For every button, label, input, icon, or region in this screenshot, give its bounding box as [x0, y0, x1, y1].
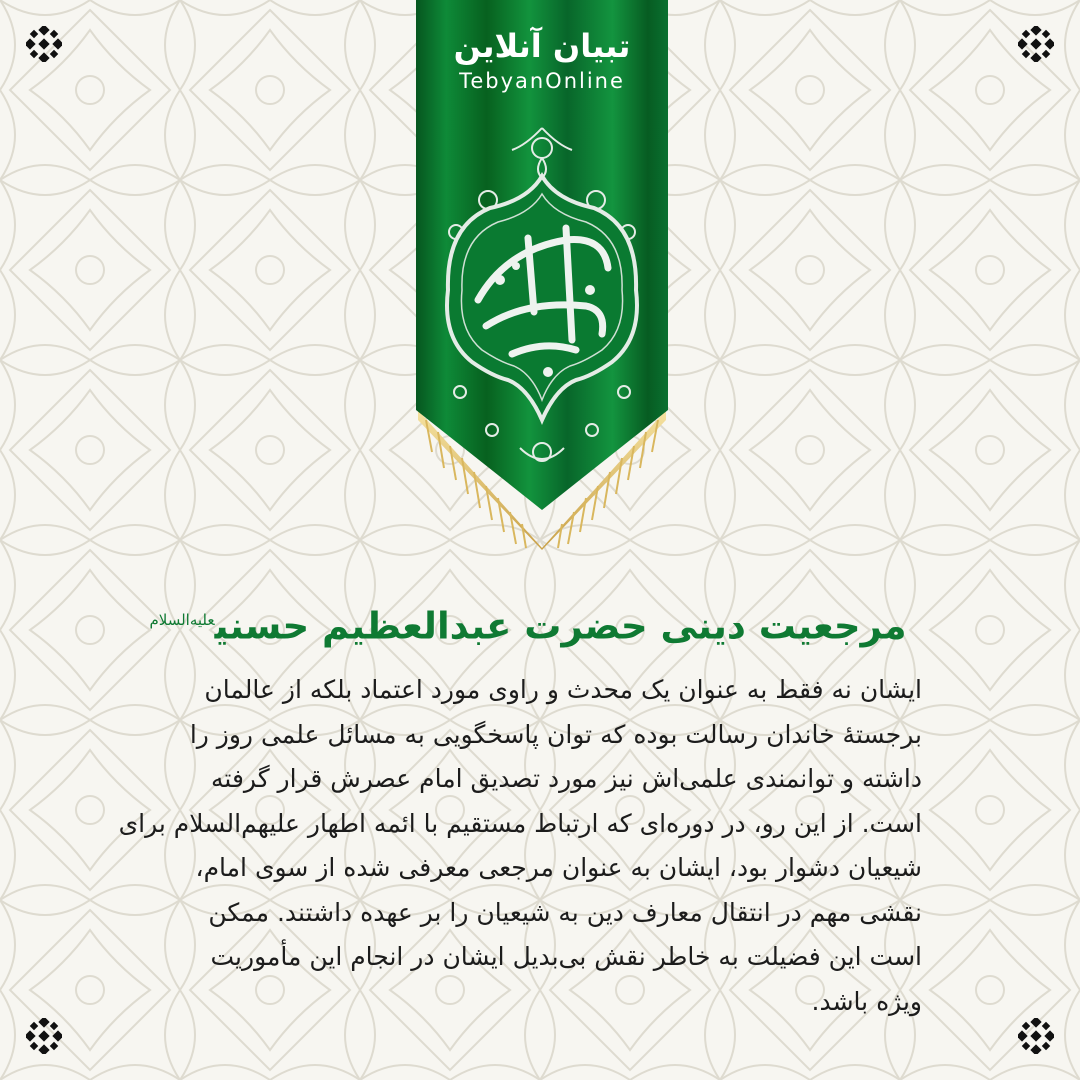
body-line: برجستهٔ خاندان رسالت بوده که توان پاسخگویی به مسائل علمی روز را — [189, 719, 922, 749]
body-line: داشته و توانمندی علمی‌اش نیز مورد تصدیق امام عصرش قرار گرفته — [211, 764, 922, 793]
title-main: مرجعیت دینی حضرت عبدالعظیم حسنی — [214, 604, 907, 648]
page-title — [130, 590, 920, 650]
body-line: ایشان نه فقط به عنوان یک محدث و راوی مورد اعتماد بلکه از عالمان — [204, 675, 922, 704]
brand-logo — [416, 24, 668, 94]
brand-name-english: TebyanOnline — [459, 69, 625, 93]
body-line: است این فضیلت به خاطر نقش بی‌بدیل ایشان در انجام این مأموریت — [210, 942, 922, 971]
title-honorific: علیه‌السلام — [149, 611, 215, 629]
body-line: نقشی مهم در انتقال معارف دین به شیعیان را بر عهده داشتند. ممکن — [208, 897, 922, 927]
body-line: ویژه باشد. — [811, 986, 922, 1016]
body-line: است. از این رو، در دوره‌ای که ارتباط مستقیم با ائمه اطهار علیهم‌السلام برای — [118, 808, 922, 838]
body-line: شیعیان دشوار بود، ایشان به عنوان مرجعی معرفی شده از سوی امام، — [195, 853, 922, 882]
corner-ornament-icon — [1018, 1018, 1054, 1054]
corner-ornament-icon — [1018, 26, 1054, 62]
brand-name-persian: تبیان آنلاین — [453, 27, 631, 65]
corner-ornament-icon — [26, 1018, 62, 1054]
corner-ornament-icon — [26, 26, 62, 62]
body-paragraph — [92, 668, 922, 1024]
